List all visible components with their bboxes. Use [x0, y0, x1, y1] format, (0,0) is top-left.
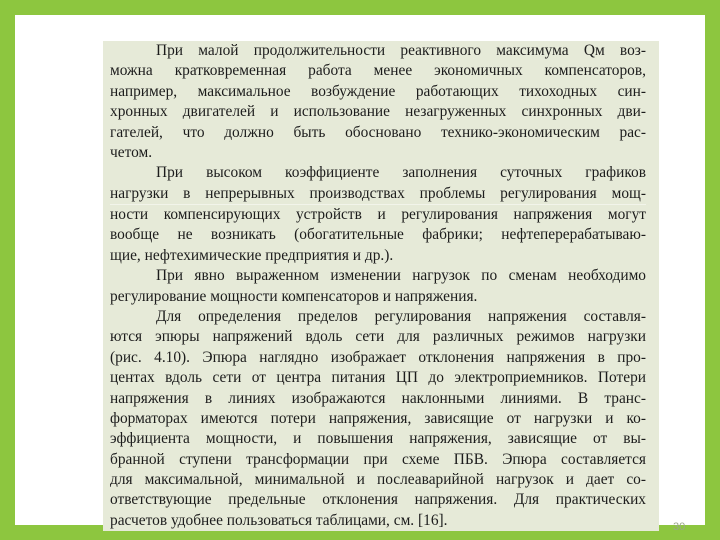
text-line: вообще не возникать (обогатительные фабрики; нефтеперерабатываю-: [110, 226, 646, 244]
paragraph-high-fill-factor-end: [110, 204, 646, 266]
text-line: щие, нефтехимические предприятия и др.).: [110, 246, 394, 264]
text-line: напряжения в линиях изображаются наклонными линиями. В транс-: [110, 389, 646, 407]
page-number: 30: [673, 521, 686, 533]
text-line: нагрузки в непрерывных производствах проблемы регулирования мощ-: [110, 184, 646, 202]
scanned-text-image: [103, 41, 659, 531]
text-line: ются эпюры напряжений вдоль сети для различных режимов нагрузки: [110, 328, 646, 346]
text-line: Для определения пределов регулирования напряжения составля-: [156, 307, 646, 325]
text-line: центах вдоль сети от центра питания ЦП до электроприемников. Потери: [110, 369, 646, 387]
paragraph-shift-load-changes: [110, 266, 646, 307]
text-line: ности компенсирующих устройств и регулирования напряжения могут: [110, 206, 646, 223]
text-line: эффициента мощности, и повышения напряжения, зависящие от вы-: [110, 430, 646, 448]
text-line: форматорах имеются потери напряжения, зависящие от нагрузки и ко-: [110, 409, 646, 427]
text-block-top: [110, 41, 646, 204]
text-line: гателей, что должно быть обосновано технико-экономическим рас-: [110, 123, 646, 141]
text-line: ответствующие предельные отклонения напряжения. Для практических: [110, 491, 646, 509]
text-block-bottom: [110, 204, 646, 531]
text-line: бранной ступени трансформации при схеме ПБВ. Эпюра составляется: [110, 450, 646, 468]
text-line: При высоком коэффициенте заполнения суточных графиков: [156, 164, 646, 182]
text-line: (рис. 4.10). Эпюра наглядно изображает отклонения напряжения в про-: [110, 348, 646, 366]
text-line: При явно выраженном изменении нагрузок по сменам необходимо: [156, 267, 646, 285]
text-line: хронных двигателей и использование незагруженных синхронных дви-: [110, 103, 646, 121]
text-line: например, максимальное возбуждение работающих тихоходных син-: [110, 82, 646, 100]
text-line: регулирование мощности компенсаторов и напряжения.: [110, 287, 478, 305]
text-line: четом.: [110, 143, 153, 161]
text-line: для максимальной, минимальной и послеаварийной нагрузок и дает со-: [110, 471, 646, 489]
paragraph-reactive-maximum: [110, 41, 646, 163]
paragraph-voltage-diagrams: [110, 307, 646, 531]
text-line: расчетов удобнее пользоваться таблицами, см. [16].: [110, 511, 448, 529]
text-line: можна кратковременная работа менее экономичных компенсаторов,: [110, 62, 646, 80]
slide: [15, 15, 705, 533]
paragraph-high-fill-factor-start: [110, 163, 646, 204]
text-line: При малой продолжительности реактивного максимума Qм воз-: [156, 42, 646, 59]
